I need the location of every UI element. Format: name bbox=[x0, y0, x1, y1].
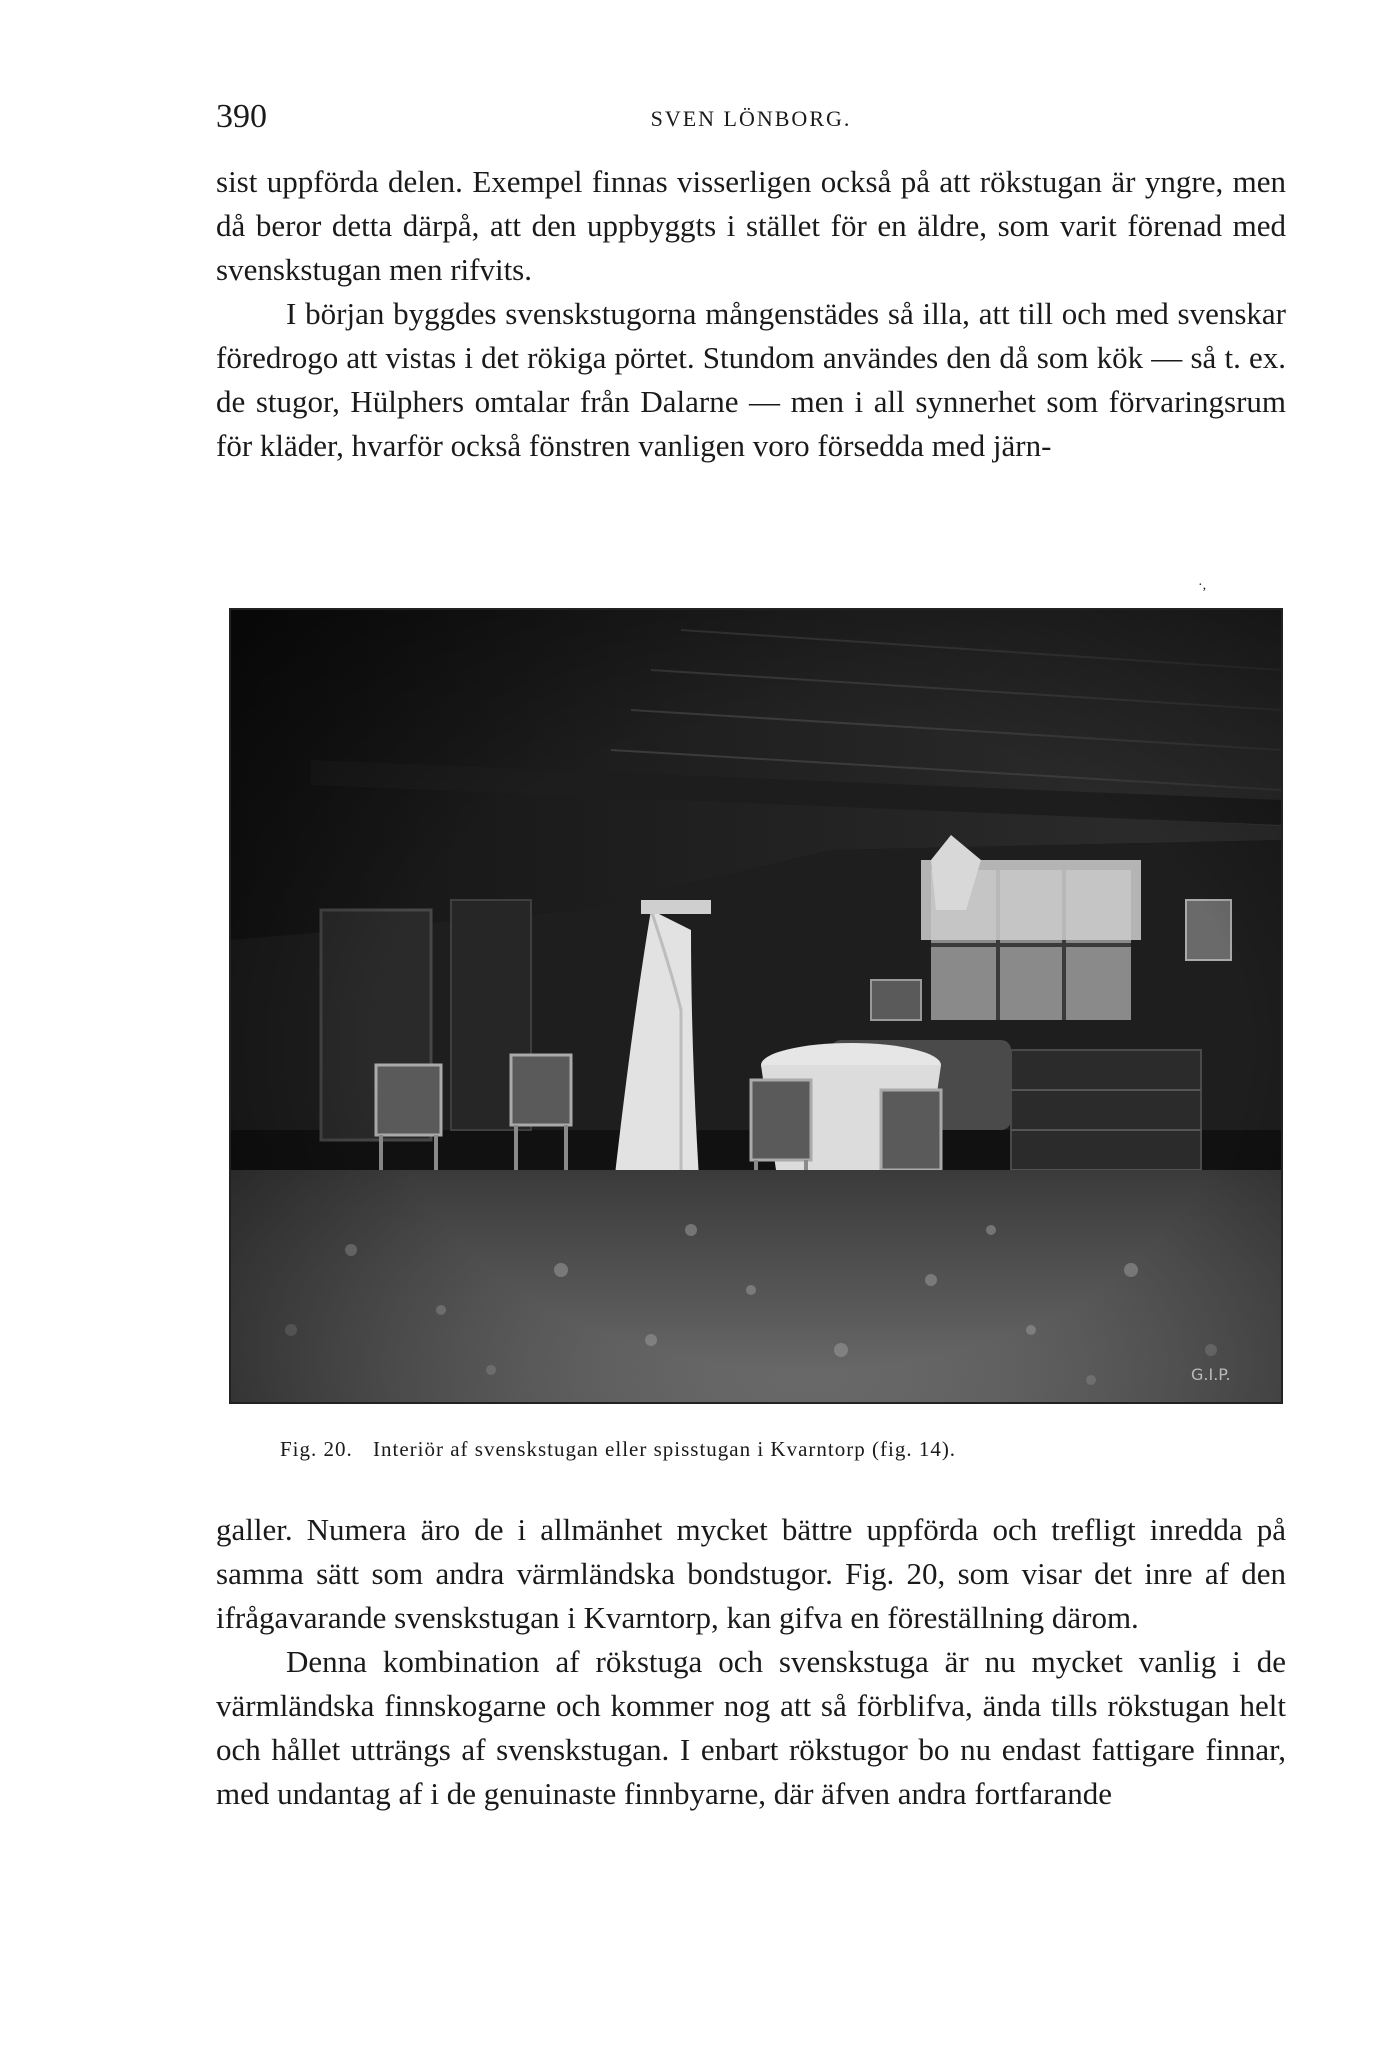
page-header bbox=[216, 98, 1286, 138]
paragraph: galler. Numera äro de i allmänhet mycket bättre uppförda och trefligt inredda på samma sätt som andra värmländska bondstugor. Fig. 20, som visar det inre af den ifrågavarande svenskstugan i Kvarntorp, kan gifva en föreställning därom. bbox=[216, 1512, 1286, 1635]
photo-signature: G.I.P. bbox=[1191, 1365, 1231, 1384]
figure-label: Fig. 20. bbox=[280, 1437, 353, 1461]
paragraph: I början byggdes svenskstugorna mångenstädes så illa, att till och med svenskar föredrogo att vistas i det rökiga pörtet. Stundom användes den då som kök — så t. ex. de stugor, Hülphers omtalar från Dalarne — men i all synnerhet som förvaringsrum för kläder, hvarför också fönstren vanligen voro försedda med järn- bbox=[216, 296, 1286, 463]
paragraph: Denna kombination af rökstuga och svenskstuga är nu mycket vanlig i de värmländska finnskogarne och kommer nog att så förblifva, ända tills rökstugan helt och hållet utträngs af svenskstugan. I enbart rökstugor bo nu endast fattigare finnar, med undantag af i de genuinaste finnbyarne, där äfven andra fortfarande bbox=[216, 1644, 1286, 1811]
text-block-top bbox=[216, 160, 1286, 468]
figure-caption bbox=[280, 1437, 1240, 1462]
figure-photograph bbox=[229, 608, 1283, 1404]
text-block-bottom bbox=[216, 1508, 1286, 1816]
page-number: 390 bbox=[216, 98, 267, 135]
paragraph: sist uppförda delen. Exempel finnas visserligen också på att rökstugan är yngre, men då beror detta därpå, att den uppbyggts i stället för en äldre, som varit förenad med svenskstugan men rifvits. bbox=[216, 164, 1286, 287]
running-head: SVEN LÖNBORG. bbox=[650, 106, 852, 131]
interior-photo-illustration bbox=[231, 610, 1281, 1402]
caption-text: Interiör af svenskstugan eller spisstugan i Kvarntorp (fig. 14). bbox=[373, 1437, 957, 1461]
stray-mark: ·, bbox=[1198, 578, 1207, 593]
